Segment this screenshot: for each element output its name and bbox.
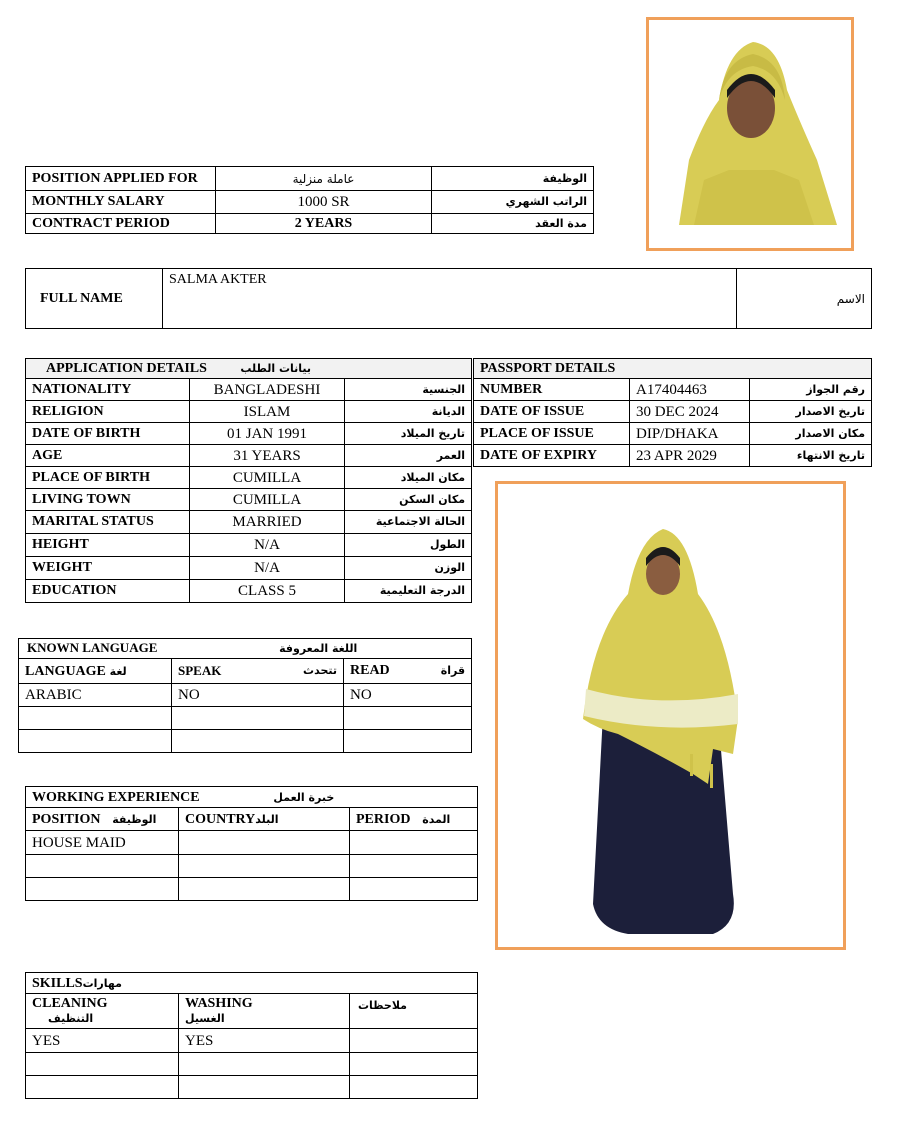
app-row-value: ISLAM <box>190 401 345 423</box>
washing-header-ar: الغسيل <box>185 1012 225 1025</box>
country-header-ar: البلد <box>255 812 279 826</box>
app-row-value: MARRIED <box>190 511 345 534</box>
full-body-illustration <box>498 484 843 947</box>
language-cell: ARABIC <box>19 684 172 707</box>
passport-row-value: 30 DEC 2024 <box>630 401 750 423</box>
passport-details-title: PASSPORT DETAILS <box>474 359 872 379</box>
app-row-label: PLACE OF BIRTH <box>26 467 190 489</box>
experience-title: WORKING EXPERIENCE <box>32 789 200 805</box>
application-details-title-ar: بيانات الطلب <box>240 361 312 375</box>
app-row-label-ar: الوزن <box>345 557 472 580</box>
skills-title-ar: مهارات <box>82 976 122 990</box>
empty-cell <box>26 1076 179 1099</box>
app-row-label: LIVING TOWN <box>26 489 190 511</box>
empty-cell <box>172 730 344 753</box>
language-header-ar: لغة <box>109 664 127 678</box>
empty-cell <box>26 1053 179 1076</box>
speak-header: SPEAK <box>178 663 222 678</box>
working-experience-table <box>25 786 478 901</box>
passport-row-label-ar: تاريخ الاصدار <box>750 401 872 423</box>
app-row-label: WEIGHT <box>26 557 190 580</box>
position-label-ar: الوظيفة <box>432 167 594 191</box>
app-row-value: CUMILLA <box>190 467 345 489</box>
app-row-label-ar: تاريخ الميلاد <box>345 423 472 445</box>
passport-row-label-ar: تاريخ الانتهاء <box>750 445 872 467</box>
passport-row-label: DATE OF EXPIRY <box>474 445 630 467</box>
empty-cell <box>172 707 344 730</box>
position-label: POSITION APPLIED FOR <box>26 167 216 191</box>
passport-row-label-ar: مكان الاصدار <box>750 423 872 445</box>
known-language-table <box>18 638 472 753</box>
period-cell <box>350 831 478 855</box>
salary-label-ar: الراتب الشهري <box>432 191 594 214</box>
app-row-label-ar: الجنسية <box>345 379 472 401</box>
known-language-title: KNOWN LANGUAGE <box>27 640 158 655</box>
position-cell: HOUSE MAID <box>26 831 179 855</box>
app-row-label-ar: العمر <box>345 445 472 467</box>
passport-row-label: PLACE OF ISSUE <box>474 423 630 445</box>
known-language-title-ar: اللغة المعروفة <box>279 642 358 655</box>
app-row-label: EDUCATION <box>26 580 190 603</box>
passport-row-label: NUMBER <box>474 379 630 401</box>
portrait-photo <box>646 17 854 251</box>
country-header: COUNTRY <box>185 811 256 827</box>
period-header-ar: المدة <box>422 812 451 826</box>
app-row-value: 01 JAN 1991 <box>190 423 345 445</box>
contract-value: 2 YEARS <box>216 214 432 234</box>
empty-cell <box>344 707 472 730</box>
full-name-value: SALMA AKTER <box>163 269 737 329</box>
portrait-illustration <box>649 20 851 248</box>
empty-cell <box>26 855 179 878</box>
full-body-photo <box>495 481 846 950</box>
contract-label: CONTRACT PERIOD <box>26 214 216 234</box>
app-row-label-ar: الديانة <box>345 401 472 423</box>
full-name-label-ar: الاسم <box>737 269 872 329</box>
experience-title-ar: خبرة العمل <box>273 790 335 804</box>
app-row-label: DATE OF BIRTH <box>26 423 190 445</box>
app-row-value: N/A <box>190 534 345 557</box>
passport-row-value: DIP/DHAKA <box>630 423 750 445</box>
app-row-label-ar: الطول <box>345 534 472 557</box>
app-row-label-ar: الدرجة التعليمية <box>345 580 472 603</box>
passport-row-label-ar: رقم الجواز <box>750 379 872 401</box>
notes-header-ar: ملاحظات <box>358 999 407 1012</box>
app-row-label: AGE <box>26 445 190 467</box>
app-row-label: HEIGHT <box>26 534 190 557</box>
skills-title: SKILLS <box>32 975 83 991</box>
empty-cell <box>179 1076 350 1099</box>
cleaning-header-ar: التنظيف <box>48 1012 94 1025</box>
position-header: POSITION <box>32 811 101 827</box>
empty-cell <box>19 707 172 730</box>
application-details-table <box>25 358 472 603</box>
app-row-label: MARITAL STATUS <box>26 511 190 534</box>
empty-cell <box>179 1053 350 1076</box>
passport-details-table <box>473 358 872 467</box>
contract-label-ar: مدة العقد <box>432 214 594 234</box>
salary-value: 1000 SR <box>216 191 432 214</box>
country-cell <box>179 831 350 855</box>
empty-cell <box>350 855 478 878</box>
empty-cell <box>19 730 172 753</box>
empty-cell <box>350 1076 478 1099</box>
empty-cell <box>350 1053 478 1076</box>
position-value: عاملة منزلية <box>216 167 432 191</box>
app-row-value: N/A <box>190 557 345 580</box>
washing-cell: YES <box>179 1029 350 1053</box>
salary-label: MONTHLY SALARY <box>26 191 216 214</box>
app-row-value: CLASS 5 <box>190 580 345 603</box>
passport-row-label: DATE OF ISSUE <box>474 401 630 423</box>
passport-row-value: A17404463 <box>630 379 750 401</box>
read-header-ar: قراة <box>440 664 466 677</box>
position-table <box>25 166 594 234</box>
app-row-label-ar: الحالة الاجتماعية <box>345 511 472 534</box>
language-header: LANGUAGE <box>25 663 106 679</box>
empty-cell <box>179 878 350 901</box>
app-row-value: 31 YEARS <box>190 445 345 467</box>
skills-table <box>25 972 478 1099</box>
empty-cell <box>350 878 478 901</box>
app-row-value: CUMILLA <box>190 489 345 511</box>
notes-cell <box>350 1029 478 1053</box>
read-cell: NO <box>344 684 472 707</box>
app-row-label: NATIONALITY <box>26 379 190 401</box>
empty-cell <box>179 855 350 878</box>
passport-row-value: 23 APR 2029 <box>630 445 750 467</box>
period-header: PERIOD <box>356 811 411 827</box>
name-table <box>25 268 872 329</box>
washing-header: WASHING <box>185 996 253 1011</box>
app-row-value: BANGLADESHI <box>190 379 345 401</box>
cleaning-cell: YES <box>26 1029 179 1053</box>
empty-cell <box>26 878 179 901</box>
speak-header-ar: تتحدث <box>303 664 337 677</box>
application-details-title: APPLICATION DETAILS <box>46 360 207 376</box>
cleaning-header: CLEANING <box>32 996 108 1011</box>
position-header-ar: الوظيفة <box>112 812 157 826</box>
full-name-label: FULL NAME <box>26 269 163 329</box>
app-row-label: RELIGION <box>26 401 190 423</box>
app-row-label-ar: مكان السكن <box>345 489 472 511</box>
speak-cell: NO <box>172 684 344 707</box>
empty-cell <box>344 730 472 753</box>
read-header: READ <box>350 663 390 678</box>
app-row-label-ar: مكان الميلاد <box>345 467 472 489</box>
